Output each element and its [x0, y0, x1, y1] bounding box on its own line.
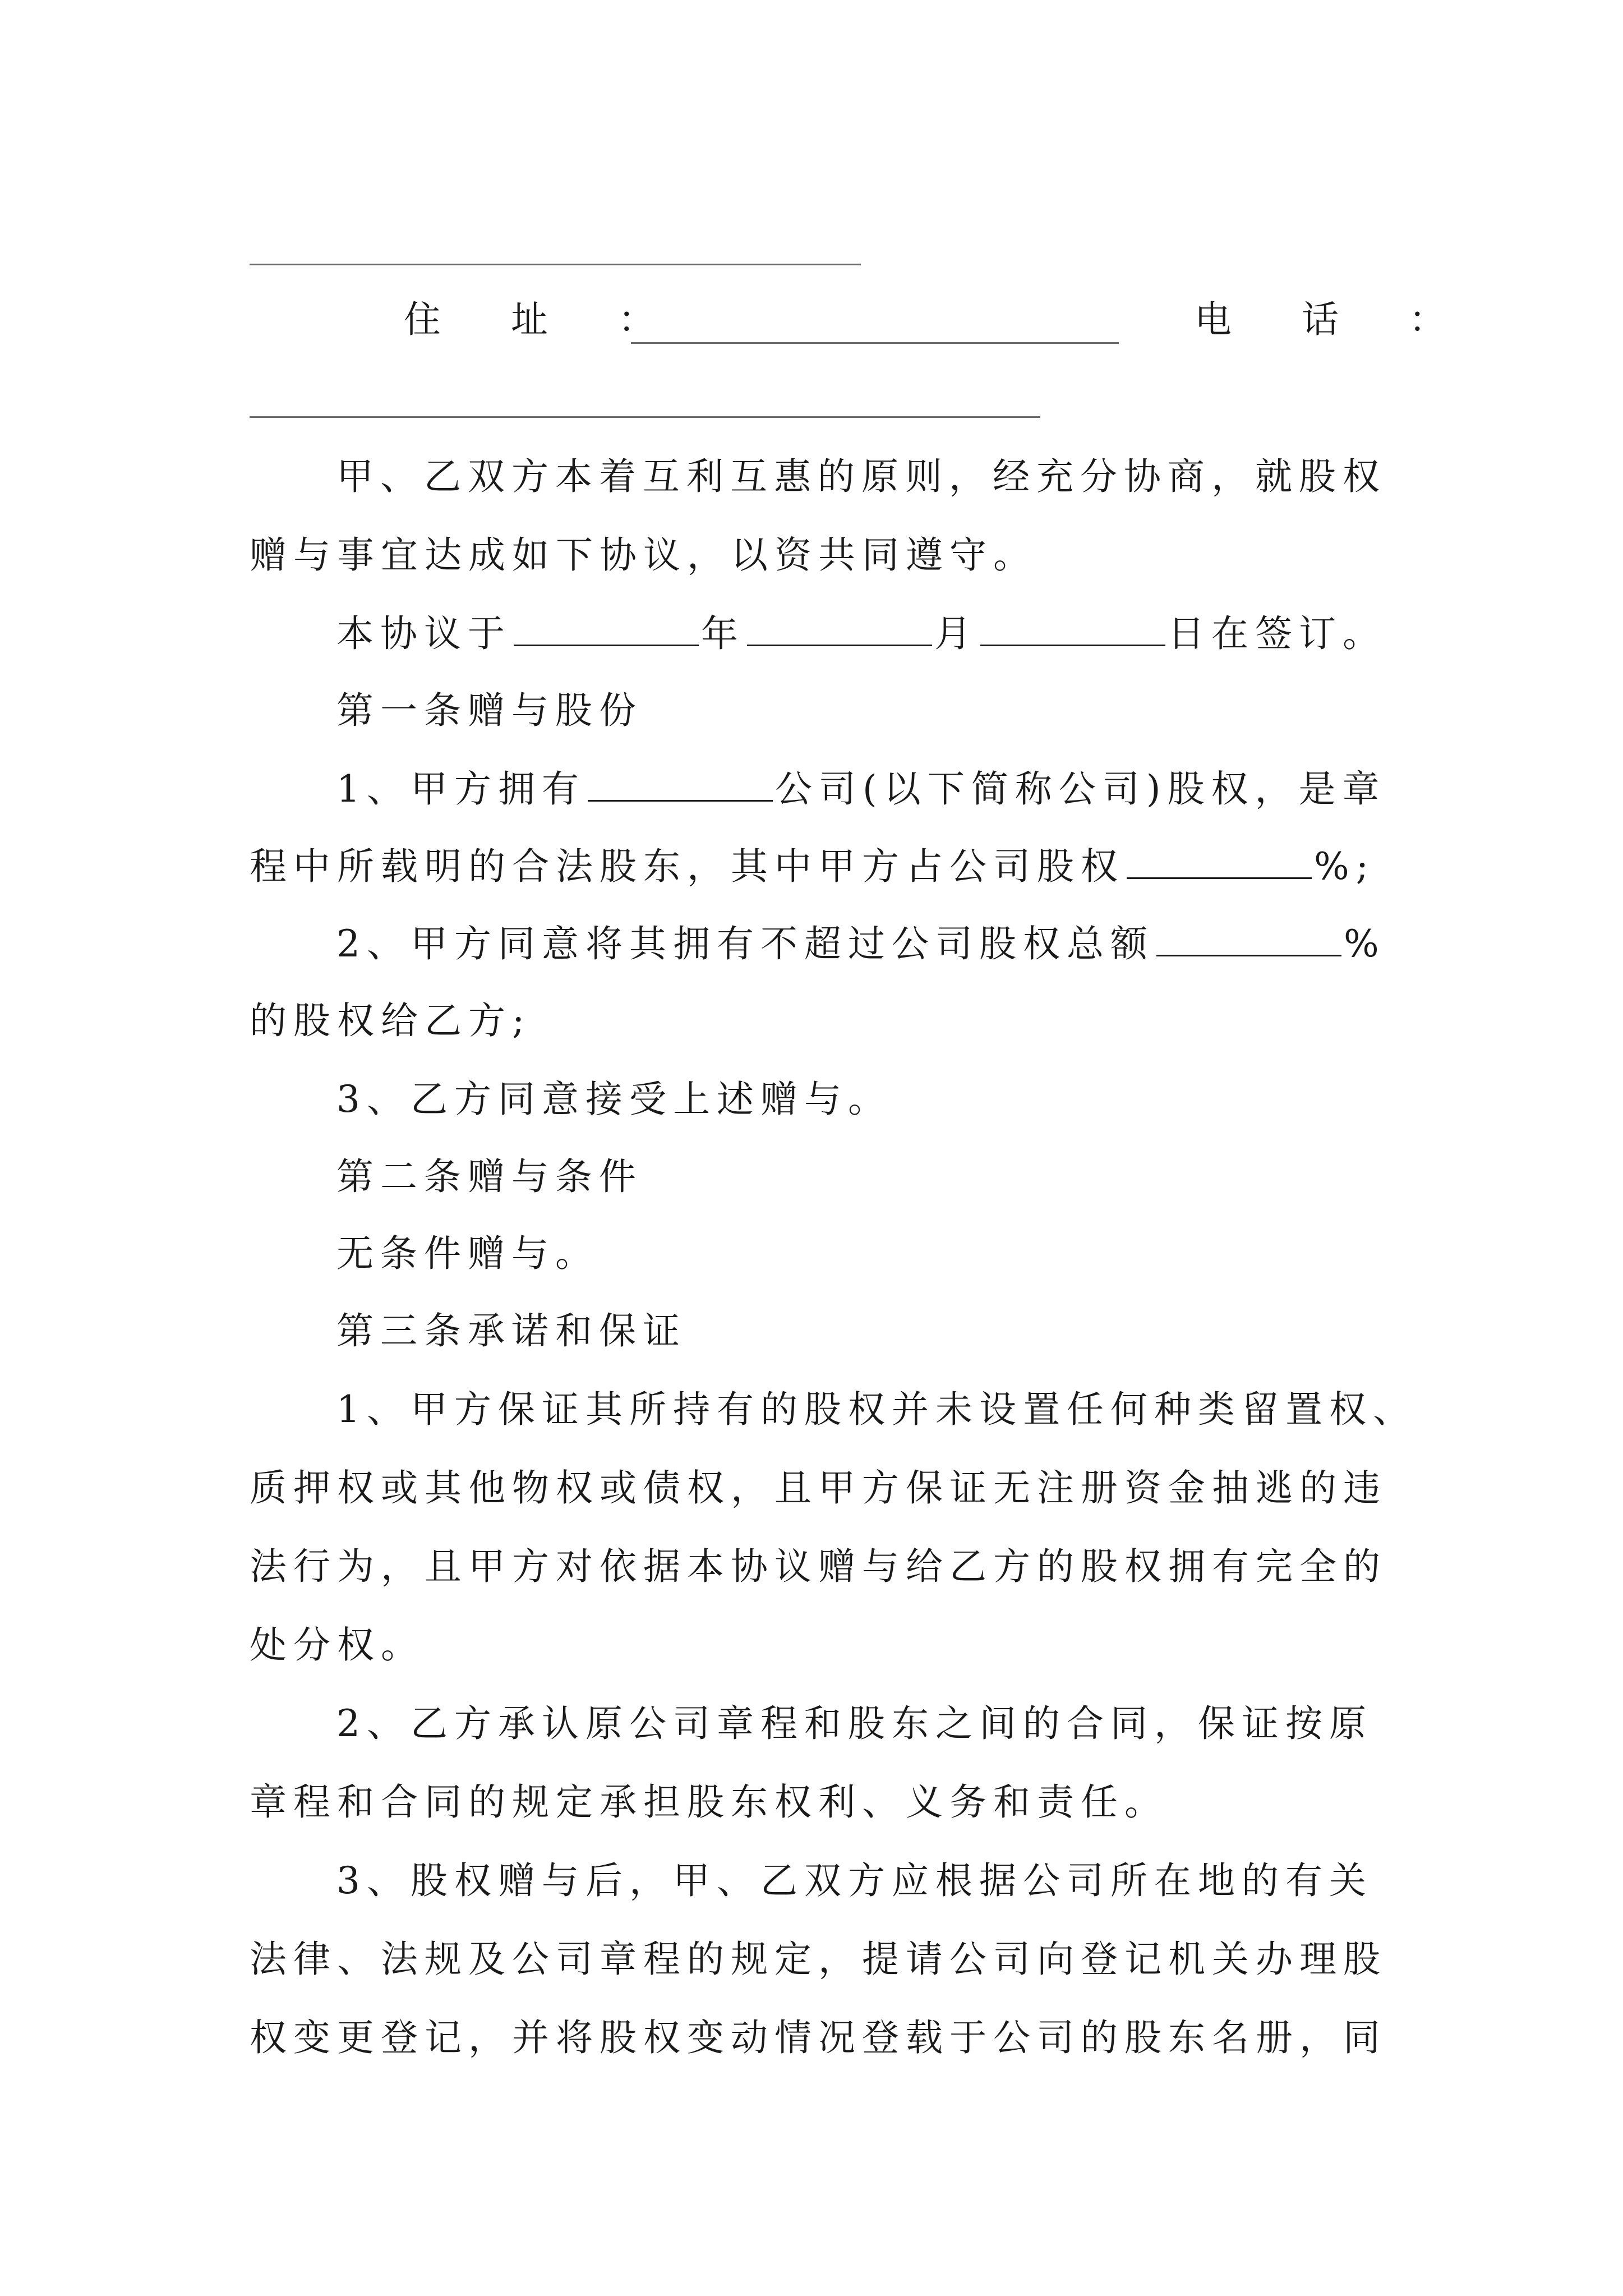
clause-line: 质押权或其他物权或债权，且甲方保证无注册资金抽逃的违	[250, 1466, 1387, 1510]
phone-label: 电 话 ：	[1195, 298, 1475, 341]
clause-line: 3、乙方同意接受上述赠与。	[336, 1078, 892, 1121]
company-blank	[588, 767, 773, 802]
paragraph-line: 甲、乙双方本着互利互惠的原则，经充分协商，就股权	[336, 455, 1386, 498]
blank-line-phone	[250, 416, 1040, 418]
clause-line	[250, 841, 1438, 892]
clause-text: 程中所载明的合法股东，其中甲方占公司股权	[250, 845, 1124, 888]
clause-line: 法行为，且甲方对依据本协议赠与给乙方的股权拥有完全的	[250, 1545, 1387, 1588]
article-title: 第二条赠与条件	[336, 1155, 643, 1198]
date-line	[336, 609, 1525, 659]
date-text: 日在签订。	[1168, 612, 1386, 655]
day-blank	[980, 612, 1165, 646]
clause-line: 1、甲方保证其所持有的股权并未设置任何种类留置权、	[336, 1388, 1417, 1431]
month-blank	[747, 612, 932, 646]
share-percent-blank	[1127, 845, 1312, 879]
clause-text: 公司(以下简称公司)股权，是章	[775, 767, 1386, 811]
clause-line: 3、股权赠与后，甲、乙双方应根据公司所在地的有关	[336, 1859, 1373, 1902]
clause-line: 法律、法规及公司章程的规定，提请公司向登记机关办理股	[250, 1938, 1387, 1981]
clause-text: 1、甲方拥有	[336, 767, 585, 811]
date-text: 月	[934, 612, 978, 655]
address-blank	[631, 342, 1119, 344]
clause-line: 的股权给乙方;	[250, 999, 532, 1042]
clause-line: 权变更登记，并将股权变动情况登载于公司的股东名册，同	[250, 2016, 1387, 2059]
year-blank	[514, 612, 699, 646]
article-title: 第三条承诺和保证	[336, 1309, 686, 1352]
date-text: 本协议于	[336, 612, 511, 655]
article-title: 第一条赠与股份	[336, 689, 643, 732]
clause-line	[336, 919, 1525, 969]
clause-text: 2、甲方同意将其拥有不超过公司股权总额	[336, 922, 1154, 965]
clause-text: %	[1344, 922, 1386, 965]
blank-line-top	[250, 264, 861, 265]
clause-line: 2、乙方承认原公司章程和股东之间的合同，保证按原	[336, 1702, 1373, 1745]
date-text: 年	[701, 612, 745, 655]
clause-line: 章程和合同的规定承担股东权利、义务和责任。	[250, 1780, 1168, 1824]
clause-line: 处分权。	[250, 1623, 425, 1667]
paragraph-line: 赠与事宜达成如下协议，以资共同遵守。	[250, 533, 1037, 577]
address-label: 住 址 ：	[404, 298, 684, 341]
gift-percent-blank	[1156, 922, 1341, 956]
clause-line: 无条件赠与。	[336, 1232, 599, 1275]
clause-line	[336, 764, 1525, 815]
clause-text: %;	[1314, 845, 1375, 888]
